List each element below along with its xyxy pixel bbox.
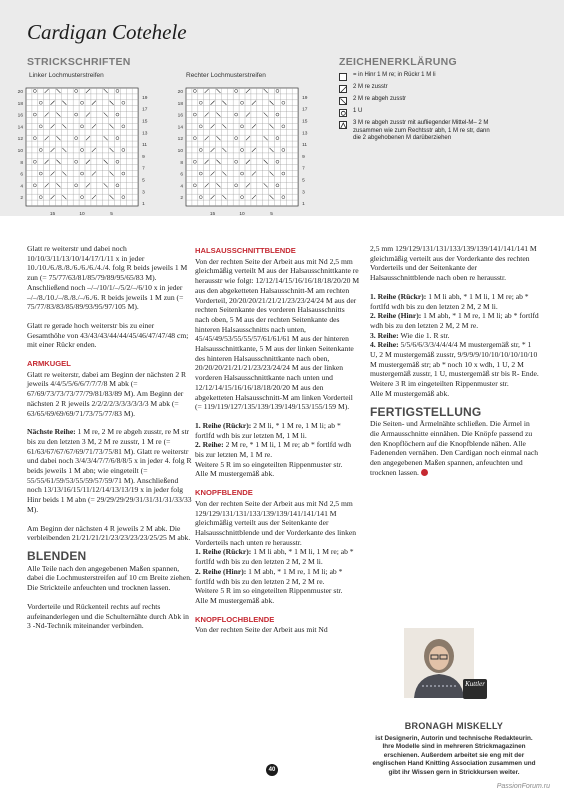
empty-square-icon xyxy=(339,73,347,81)
legend-item: 3 M re abgeh zusstr mit aufliegender Mittel-M– 2 M zusammen wie zum Rechtsstr abh, 1 M re str, dann die 2 abgehobenen M darüberziehen xyxy=(339,120,539,143)
chart-row-number: 13 xyxy=(142,131,148,137)
chart-row-number: 7 xyxy=(142,166,145,172)
chart-row-number: 4 xyxy=(180,184,183,190)
chart-row-number: 15 xyxy=(302,119,308,125)
paragraph: Glatt re weiterstr und dabei noch 10/10/3/11/13/10/14/17/1/11 x in jeder 10./10./6./8./8./6./6./6./4./4. folg R beids jeweils 1 M zun (= 75/77/63/81/85/79/89/95/65/83 M). Anschließend noch –/–/10/1/–/5/2/–/6/10 x in jeder –/–/8./10./–/8./8./–/6./6. R beids jeweils 1 M zun (= 75/77/83/83/85/89/93/95/97/105 M). xyxy=(27,244,188,312)
paragraph: 4. Reihe: 5/5/6/6/3/3/4/4/4/4 M mustergemäß str, * 1 U, 2 M mustergemäß zusstr, 9/9/9/9/10/10/10/10/10/10 M mustergemäß str; ab * noch 10 x wdh, 1 U, 2 M mustergemäß zusstr, 1 U, mustergemäß str bis R- Ende. Weitere 3 R im eingeteilten Rippenmuster str. xyxy=(370,340,539,389)
chart-row-number: 5 xyxy=(302,178,305,184)
paragraph: 2. Reihe: 2 M re, * 1 M li, 1 M re; ab * fortlfd wdh bis zur letzten M, 1 M re. xyxy=(195,440,352,460)
chart-row-number: 18 xyxy=(17,101,23,107)
chart-row-number: 9 xyxy=(142,154,145,160)
paragraph: Die Seiten- und Ärmelnähte schließen. Die Ärmel in die Armausschnitte einnähen. Die Knöpfe passend zu den Knopflöchern auf die Knopfblende nähen. Alle Fadenenden vernähen. Den Cardigan noch einmal nach den angegebenen Maßen spannen, anfeuchten und trocknen lassen. xyxy=(370,419,539,477)
paragraph: Alle M mustergemäß abk. xyxy=(370,388,450,398)
chart-row-number: 16 xyxy=(177,113,183,119)
subheading-knopfblende: KNOPFBLENDE xyxy=(195,488,253,498)
heading-blenden: BLENDEN xyxy=(27,548,87,563)
paragraph: 1. Reihe (Rückr): 1 M li abh, * 1 M li, 1 M re; ab * fortlfd wdh bis zu den letzten 2 M, 2 M li. xyxy=(195,547,354,567)
chart-row-number: 1 xyxy=(302,202,305,208)
chart-row-number: 19 xyxy=(142,95,148,101)
column-3 xyxy=(370,244,540,486)
legend-item: 2 M re abgeh zusstr xyxy=(339,96,539,105)
left-chart xyxy=(12,84,162,217)
legend-item: 2 M re zusstr xyxy=(339,84,539,93)
watermark: PassionForum.ru xyxy=(496,783,550,790)
chart-row-number: 12 xyxy=(17,137,23,143)
legend-header: ZEICHENERKLÄRUNG xyxy=(339,56,457,68)
paragraph: Von der rechten Seite der Arbeit aus mit Nd 2,5 mm gleichmäßig verteilt M aus der Halsausschnittkante re herausstr wie folgt: 12/12/14/15/16/16/18/18/20/20 M aus den abgeketteten Halsausschnitt-M am rechten Vorderteil, 20/20/20/21/21/21/23/23/24/24 M aus der rechten Seitenkante des vorderen Halsausschnitts nach oben, 5 M aus der rechten Seitenkante des hinteren Halsausschnitts nach unten, 45/45/49/53/55/55/57/61/61/61 M aus der hinteren Halsausschnittkante, 5 M aus der linken Seitenkante des hinteren Halsausschnittkante nach oben, 20/20/20/21/21/21/23/23/24/24 M aus der linken vorderen Halsausschnittkante nach unten und 12/12/14/15/16/16/18/18/20/20 M aus den abgeketteten Halsausschnitt-M am linken Vorderteil (= 119/119/127/135/139/139/149/153/155/159 M). xyxy=(195,256,360,412)
paragraph: Alle Teile nach den angegebenen Maßen spannen, dabei die Lochmusterstreifen auf 10 cm Breite ziehen. Die Strickteile anfeuchten und trocknen lassen. xyxy=(27,563,192,593)
heading-fertigstellung: FERTIGSTELLUNG xyxy=(370,404,482,419)
subheading-knopflochblende: KNOPFLOCHBLENDE xyxy=(195,614,275,624)
column-1 xyxy=(27,244,192,640)
paragraph: Nächste Reihe: 1 M re, 2 M re abgeh zusstr, re M str bis zu den letzten 3 M, 2 M re zusstr, 1 M re (= 61/63/67/67/67/69/71/73/75/81 M). Glatt re weiterstr und dabei noch 3/4/3/4/7/7/6/8/8/5 x in jeder 4. folg R beids jeweils 1 M abn; wie eingeteilt (= 55/55/61/59/53/55/59/57/59/71 M). Anschließend noch 13/13/16/15/11/12/14/13/13/19 x in jeder folg Hinr beids 1 M abn (= 29/29/29/29/31/31/31/31/33/33 M). xyxy=(27,427,192,514)
chart-column-number: 5 xyxy=(270,212,273,217)
paragraph: 2. Reihe (Hinr): 1 M abh, * 1 M re, 1 M li; ab * fortlfd wdh bis zu den letzten 2 M, 2 M re. xyxy=(370,311,539,330)
chart-row-number: 8 xyxy=(180,160,183,166)
chart-row-number: 17 xyxy=(302,107,308,113)
legend xyxy=(339,72,539,146)
chart-row-number: 6 xyxy=(180,172,183,178)
chart-row-number: 2 xyxy=(20,196,23,202)
paragraph: 1. Reihe (Rückr): 1 M li abh, * 1 M li, 1 M re; ab * fortlfd wdh bis zu den letzten 2 M, 2 M li. xyxy=(370,291,529,311)
chart-row-number: 14 xyxy=(17,125,23,131)
chart-row-number: 2 xyxy=(180,196,183,202)
chart-column-number: 5 xyxy=(110,212,113,217)
paragraph: Alle M mustergemäß abk. xyxy=(195,595,275,605)
page-number: 40 xyxy=(266,764,278,776)
subheading-halsausschnittblende: HALSAUSSCHNITTBLENDE xyxy=(195,246,296,255)
chart-row-number: 20 xyxy=(177,89,183,95)
paragraph: 1. Reihe (Rückr): 2 M li, * 1 M re, 1 M li; ab * fortlfd wdh bis zur letzten M, 1 M li. xyxy=(195,420,341,440)
chart-row-number: 3 xyxy=(302,190,305,196)
paragraph: Vorderteile und Rückenteil rechts auf rechts aufeinanderlegen und die Schulternähte durch Abk in 3 -Nd-Technik miteinander verbinden. xyxy=(27,601,189,631)
legend-item: = in Hinr 1 M re; in Rückr 1 M li xyxy=(339,72,539,81)
chart-row-number: 18 xyxy=(177,101,183,107)
chart-row-number: 13 xyxy=(302,131,308,137)
column-2 xyxy=(195,244,360,644)
paragraph: Alle M mustergemäß abk. xyxy=(195,469,275,479)
chart-row-number: 1 xyxy=(142,202,145,208)
paragraph: Weitere 5 R im so eingeteilten Rippenmuster str. xyxy=(195,459,343,469)
right-chart xyxy=(172,84,322,217)
chart-row-number: 9 xyxy=(302,154,305,160)
yarn-over-icon xyxy=(339,109,347,117)
paragraph: Von der rechten Seite der Arbeit aus mit Nd xyxy=(195,625,328,635)
chart-row-number: 17 xyxy=(142,107,148,113)
chart-column-number: 15 xyxy=(49,212,56,217)
paragraph: 2. Reihe (Hinr): 1 M abh, * 1 M re, 1 M li; ab * fortlfd wdh bis zu den letzten 2 M, 2 M re. xyxy=(195,566,343,586)
chart-row-number: 6 xyxy=(20,172,23,178)
chart-row-number: 10 xyxy=(177,148,183,154)
end-mark-icon xyxy=(421,469,428,476)
chart-row-number: 16 xyxy=(17,113,23,119)
double-decrease-icon xyxy=(339,121,347,129)
paragraph: Glatt re gerade hoch weiterstr bis zu einer Gesamthöhe von 43/43/43/44/44/45/46/47/47/48 cm; mit einer Rückr enden. xyxy=(27,320,189,350)
chart-row-number: 10 xyxy=(17,148,23,154)
paragraph: 2,5 mm 129/129/131/131/133/139/139/141/141/141 M gleichmäßig verteilt aus der Vorderkante des rechten Vorderteils und der Seitenkante der Halsausschnittblende nach oben re herausstr. xyxy=(370,244,537,283)
paragraph: Weitere 5 R im so eingeteilten Rippenmuster str. xyxy=(195,586,343,596)
paragraph: Am Beginn der nächsten 4 R jeweils 2 M abk. Die verbleibenden 21/21/21/21/23/23/23/23/25/25 M abk. xyxy=(27,523,191,543)
designer-bio: ist Designerin, Autorin und technische Redakteurin. Ihre Modelle sind in mehreren Strickmagazinen erschienen. Außerdem arbeitet sie eng mit der englischen Hand Knitting Association zusammen und gibt ihr Wissen gern in Strickkursen weiter. xyxy=(372,735,536,776)
chart-row-number: 12 xyxy=(177,137,183,143)
chart-column-number: 10 xyxy=(79,212,85,217)
right-chart-label: Rechter Lochmusterstreifen xyxy=(186,72,266,79)
chart-row-number: 5 xyxy=(142,178,145,184)
chart-row-number: 11 xyxy=(142,143,148,149)
chart-row-number: 4 xyxy=(20,184,23,190)
chart-row-number: 7 xyxy=(302,166,305,172)
charts-header: STRICKSCHRIFTEN xyxy=(27,56,131,68)
chart-column-number: 15 xyxy=(209,212,216,217)
chart-row-number: 11 xyxy=(302,143,308,149)
subheading-armkugel: ARMKUGEL xyxy=(27,359,71,369)
chart-row-number: 14 xyxy=(177,125,183,131)
designer-name: BRONAGH MISKELLY xyxy=(404,721,504,731)
legend-item: 1 U xyxy=(339,108,539,117)
paragraph: 3. Reihe: Wie die 1. R str. xyxy=(370,330,450,340)
chart-row-number: 3 xyxy=(142,190,145,196)
chart-row-number: 15 xyxy=(142,119,148,125)
chart-row-number: 20 xyxy=(17,89,23,95)
chart-row-number: 19 xyxy=(302,95,308,101)
chart-row-number: 8 xyxy=(20,160,23,166)
paragraph: Glatt re weiterstr, dabei am Beginn der nächsten 2 R jeweils 4/4/5/5/6/6/7/7/7/8 M abk (= 67/69/73/73/73/77/79/81/83/89 M). Am Beginn der nächsten 2 R jeweils 2/2/2/2/3/3/3/3/3/3 M abk (= 63/65/69/69/69/71/73/75/77/83 M). xyxy=(27,369,187,418)
left-chart-label: Linker Lochmusterstreifen xyxy=(29,72,104,79)
right-slant-icon xyxy=(339,85,347,93)
paragraph: Von der rechten Seite der Arbeit aus mit Nd 2,5 mm 129/129/131/131/133/139/139/141/141/141 M gleichmäßig verteilt aus der Seitenkante der Halsausschnittblende und der Vorderkante des linken Vorderteils nach unten re herausstr. xyxy=(195,498,357,547)
page-title: Cardigan Cotehele xyxy=(27,20,187,44)
left-slant-icon xyxy=(339,97,347,105)
kuttler-logo: Kuttler xyxy=(463,679,487,699)
chart-column-number: 10 xyxy=(239,212,245,217)
